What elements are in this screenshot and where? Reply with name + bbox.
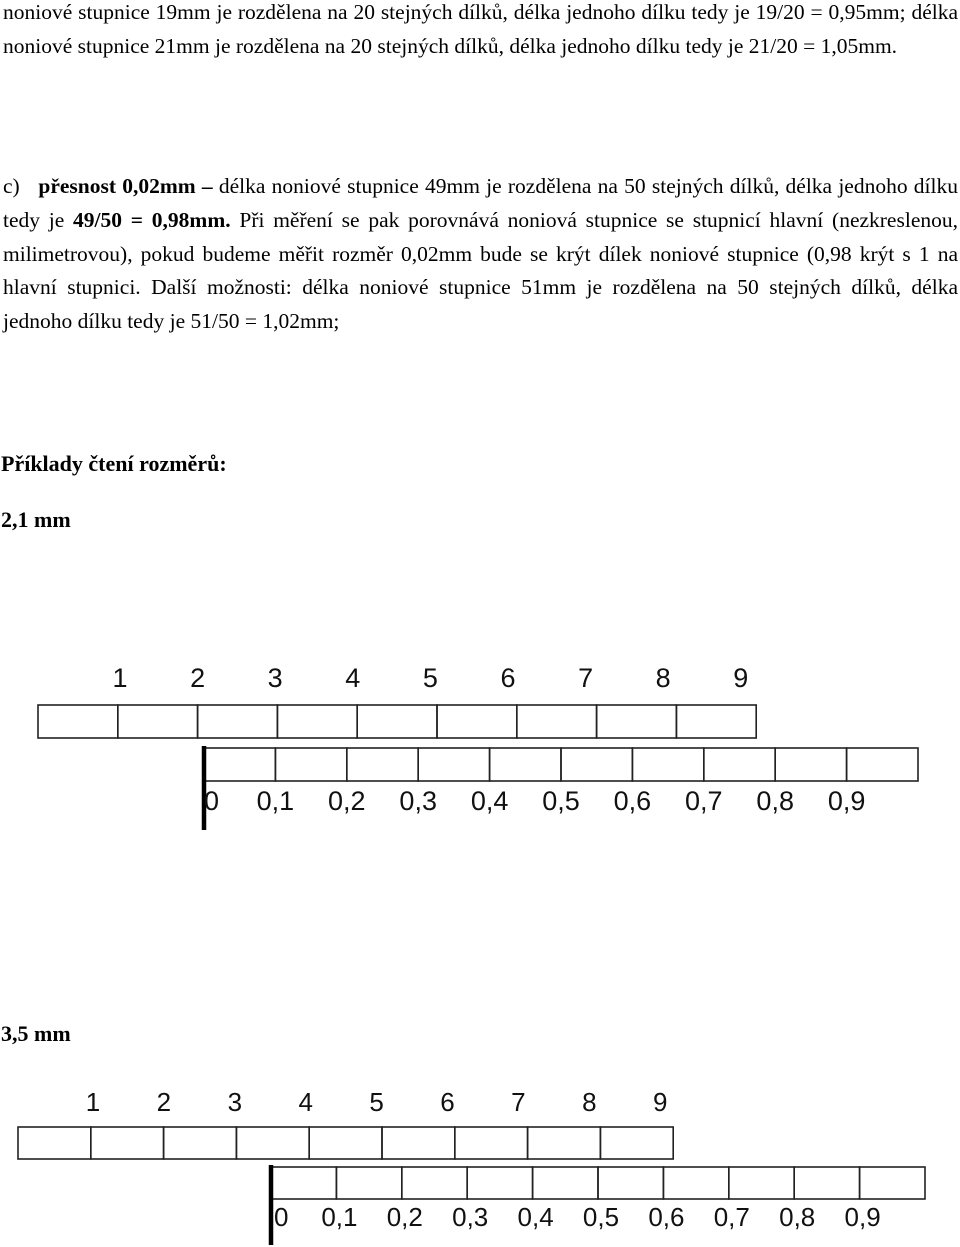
vernier-scale-cell xyxy=(775,748,846,781)
vernier-scale-label: 0,1 xyxy=(321,1202,358,1232)
vernier-scale-cell xyxy=(704,748,775,781)
vernier-scale-label: 0,1 xyxy=(256,786,295,816)
main-scale-cell xyxy=(18,1127,91,1159)
vernier-scale-label: 0,5 xyxy=(542,786,580,816)
main-scale-cell xyxy=(164,1127,237,1159)
vernier-scale-label: 0,8 xyxy=(779,1202,816,1232)
main-scale-cell xyxy=(528,1127,601,1159)
main-scale-label: 1 xyxy=(112,663,128,693)
main-scale-label: 9 xyxy=(733,663,749,693)
main-scale-label: 6 xyxy=(500,663,516,693)
vernier-scale-cell xyxy=(204,748,275,781)
vernier-scale-label: 0,7 xyxy=(713,1202,750,1232)
main-scale-cell xyxy=(676,705,756,738)
section-c-paragraph xyxy=(3,170,958,339)
vernier-scale-label: 0,4 xyxy=(517,1202,554,1232)
main-scale-label: 6 xyxy=(440,1087,455,1117)
main-scale-cell xyxy=(600,1127,673,1159)
vernier-scale-label: 0,9 xyxy=(827,786,866,816)
main-scale-cell xyxy=(597,705,677,738)
section-c-text-1: délka noniové stupnice 49mm je rozdělena na 50 stejných dílků, délka jednoho dílku tedy je xyxy=(3,174,958,232)
vernier-scale-label: 0,7 xyxy=(685,786,723,816)
vernier-scale-cell xyxy=(336,1167,401,1199)
vernier-scale-label: 0,6 xyxy=(613,786,652,816)
main-scale-cell xyxy=(455,1127,528,1159)
vernier-diagram-2-1mm xyxy=(0,650,960,840)
intro-text: noniové stupnice 19mm je rozdělena na 20 stejných dílků, délka jednoho dílku tedy je 19/20 = 0,95mm; délka noniové stupnice 21mm je rozdělena na 20 stejných dílků, délka jednoho dílku tedy je 21/20 = 1,05mm. xyxy=(3,0,958,58)
section-c-text-2: Při měření se pak porovnává noniová stupnice se stupnicí hlavní (nezkreslenou, milimetrovou), pokud budeme měřit rozměr 0,02mm bude se krýt dílek noniové stupnice (0,98 krýt s 1 na hlavní stupnici. Další možnosti: délka noniové stupnice 51mm je rozdělena na 50 stejných dílků, délka jednoho dílku tedy je 51/50 = 1,02mm; xyxy=(3,207,958,334)
main-scale-cell xyxy=(382,1127,455,1159)
vernier-scale-cell xyxy=(632,748,703,781)
vernier-scale-cell xyxy=(598,1167,663,1199)
vernier-scale-cell xyxy=(271,1167,336,1199)
main-scale-cell xyxy=(236,1127,309,1159)
main-scale-cell xyxy=(91,1127,164,1159)
vernier-scale-label: 0,2 xyxy=(328,786,366,816)
main-scale-label: 5 xyxy=(422,663,438,693)
vernier-scale-cell xyxy=(533,1167,598,1199)
example-2-label: 3,5 mm xyxy=(1,1021,71,1046)
main-scale-label: 7 xyxy=(578,663,594,693)
main-scale-label: 3 xyxy=(227,1087,243,1117)
examples-heading: Příklady čtení rozměrů: xyxy=(1,451,227,476)
vernier-scale-label: 0 xyxy=(274,1202,289,1232)
main-scale-cell xyxy=(198,705,278,738)
vernier-scale-cell xyxy=(729,1167,794,1199)
main-scale-cell xyxy=(118,705,198,738)
section-c-value: 49/50 = 0,98mm. xyxy=(73,207,231,232)
main-scale-label: 4 xyxy=(345,663,361,693)
main-scale-label: 2 xyxy=(156,1087,172,1117)
vernier-scale-cell xyxy=(561,748,632,781)
vernier-scale-cell xyxy=(847,748,918,781)
main-scale-cell xyxy=(309,1127,382,1159)
vernier-scale-label: 0,3 xyxy=(452,1202,489,1232)
main-scale-label: 5 xyxy=(369,1087,384,1117)
vernier-diagram-3-5mm xyxy=(0,1075,960,1247)
main-scale-cell xyxy=(357,705,437,738)
section-c-marker: c) xyxy=(3,174,20,198)
vernier-scale-label: 0,5 xyxy=(582,1202,620,1232)
vernier-scale-label: 0,8 xyxy=(756,786,794,816)
vernier-scale-label: 0,9 xyxy=(844,1202,881,1232)
main-scale-label: 8 xyxy=(655,663,671,693)
main-scale-label: 9 xyxy=(652,1087,668,1117)
main-scale-label: 3 xyxy=(267,663,283,693)
main-scale-cell xyxy=(437,705,517,738)
vernier-scale-cell xyxy=(275,748,346,781)
vernier-scale-cell xyxy=(794,1167,859,1199)
main-scale-cell xyxy=(277,705,357,738)
main-scale-label: 1 xyxy=(85,1087,101,1117)
vernier-scale-cell xyxy=(418,748,489,781)
main-scale-label: 4 xyxy=(298,1087,313,1117)
vernier-scale-label: 0,4 xyxy=(470,786,509,816)
intro-paragraph xyxy=(3,0,958,64)
main-scale-cell xyxy=(38,705,118,738)
vernier-scale-label: 0,3 xyxy=(399,786,437,816)
main-scale-label: 8 xyxy=(582,1087,597,1117)
vernier-scale-cell xyxy=(402,1167,467,1199)
example-1-label: 2,1 mm xyxy=(1,507,71,532)
vernier-scale-cell xyxy=(490,748,561,781)
main-scale-label: 7 xyxy=(511,1087,526,1117)
vernier-scale-cell xyxy=(860,1167,925,1199)
vernier-scale-cell xyxy=(347,748,418,781)
vernier-scale-cell xyxy=(663,1167,728,1199)
main-scale-label: 2 xyxy=(190,663,206,693)
vernier-scale-cell xyxy=(467,1167,532,1199)
vernier-scale-label: 0 xyxy=(204,786,220,816)
vernier-scale-label: 0,2 xyxy=(386,1202,423,1232)
main-scale-cell xyxy=(517,705,597,738)
section-c-heading: přesnost 0,02mm – xyxy=(38,174,213,198)
vernier-scale-label: 0,6 xyxy=(648,1202,685,1232)
